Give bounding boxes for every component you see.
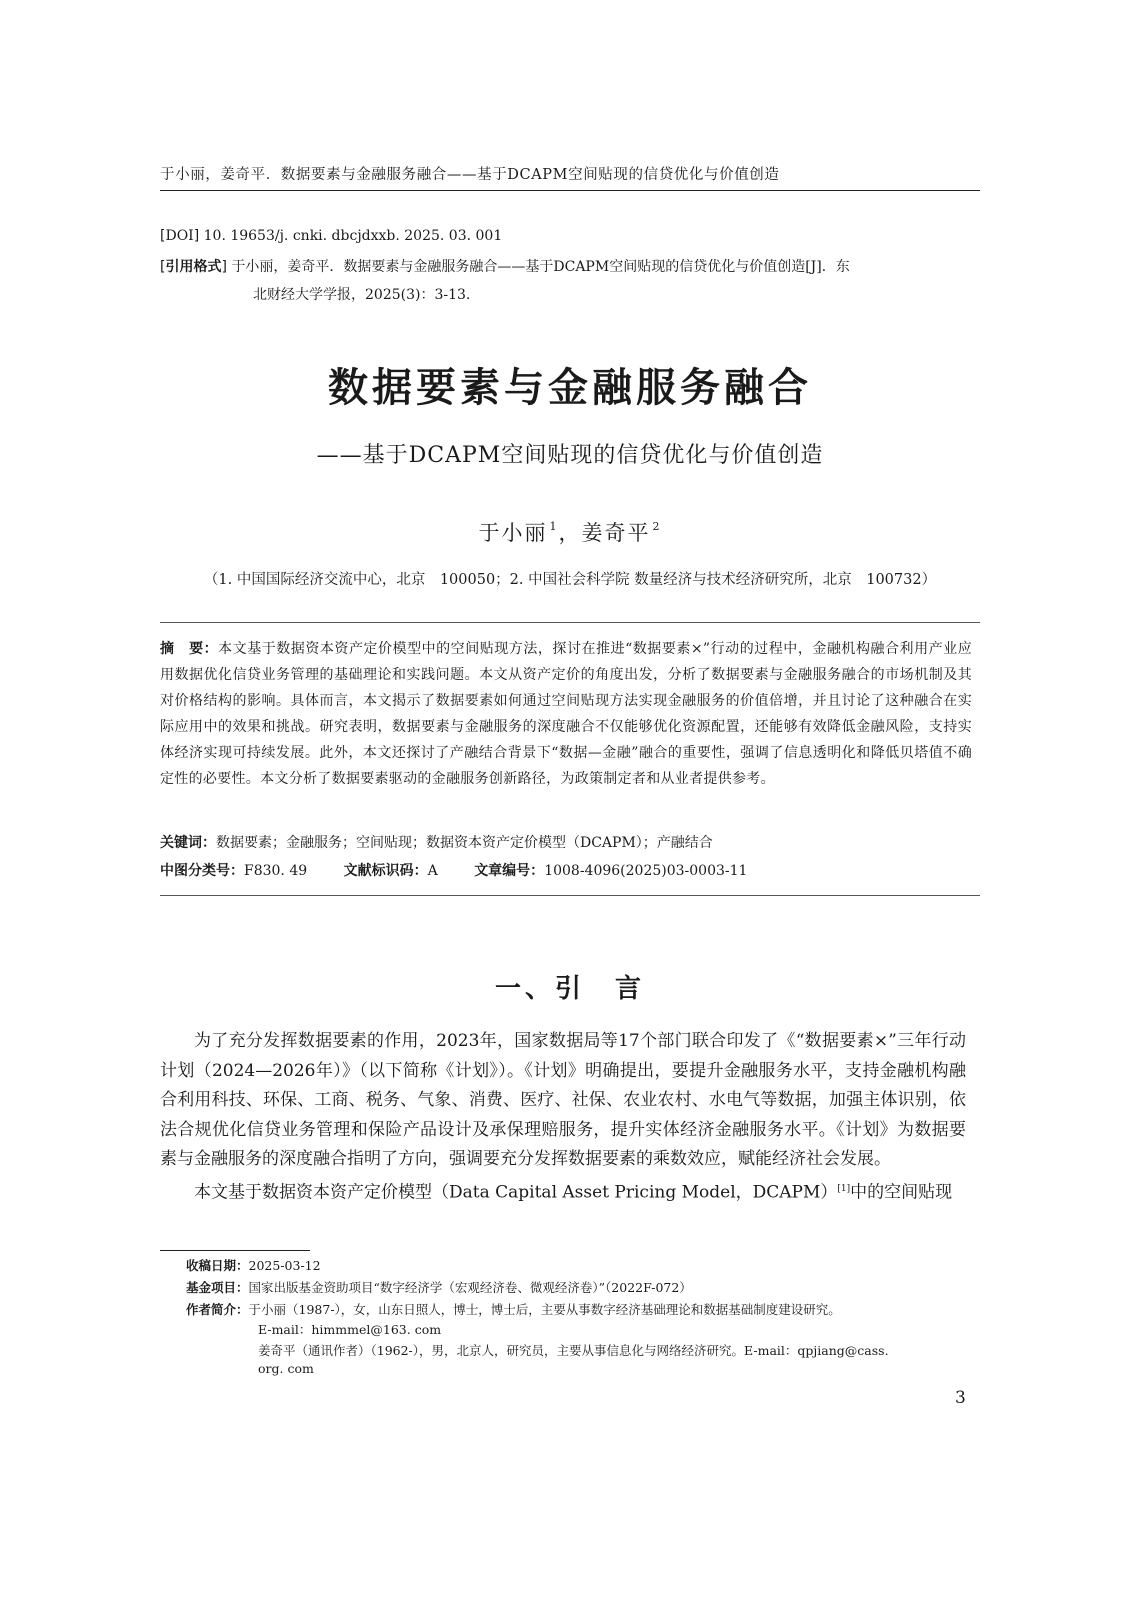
author-bio-label: 作者简介： <box>186 1302 249 1317</box>
received-date: 2025-03-12 <box>248 1258 321 1273</box>
header-rule <box>160 190 980 191</box>
doi-value: 10. 19653/j. cnki. dbcjdxxb. 2025. 03. 001 <box>203 228 503 244</box>
author2-bio-line2: org. com <box>258 1361 314 1376</box>
author-separator: ， <box>558 521 582 545</box>
reference-mark: [1] <box>837 1183 851 1194</box>
body-text <box>160 1027 966 1208</box>
citation-label: 引用格式 <box>165 259 222 275</box>
received-label: 收稿日期： <box>186 1258 249 1273</box>
author2-bio-line1: 姜奇平（通讯作者）（1962-），男，北京人，研究员，主要从事信息化与网络经济研究。E-mail：qpjiang@cass. <box>258 1343 889 1358</box>
article-number-value: 1008-4096(2025)03-0003-11 <box>544 863 748 879</box>
author1-bio-line1: 于小丽（1987-），女，山东日照人，博士，博士后，主要从事数字经济基础理论和数据基础制度建设研究。 <box>248 1302 841 1317</box>
doi-line: [DOI] 10. 19653/j. cnki. dbcjdxxb. 2025. 03. 001 <box>160 228 503 244</box>
doc-code-label: 文献标识码： <box>343 863 428 879</box>
citation-line: [引用格式] 于小丽，姜奇平．数据要素与金融服务融合——基于DCAPM空间贴现的信贷优化与价值创造[J]．东 <box>160 259 850 275</box>
doi-label: DOI <box>165 228 194 244</box>
author-list <box>160 517 980 547</box>
fund-text: 国家出版基金资助项目“数字经济学（宏观经济卷、微观经济卷）”（2022F-072） <box>248 1280 692 1295</box>
affiliation: （1. 中国国际经济交流中心，北京 100050；2. 中国社会科学院 数量经济与技术经济研究所，北京 100732） <box>203 572 937 588</box>
citation-text-line2: 北财经大学学报，2025(3)：3-13. <box>253 287 471 303</box>
footnote-fund <box>186 1278 692 1296</box>
body-paragraph <box>160 1175 966 1208</box>
keywords-label: 关键词： <box>160 835 216 851</box>
body-paragraph: 为了充分发挥数据要素的作用，2023年，国家数据局等17个部门联合印发了《“数据要素×”三年行动计划（2024—2026年）》（以下简称《计划》）。《计划》明确提出，要提升金融服务水平，支持金融机构融合利用科技、环保、工商、税务、气象、消费、医疗、社保、农业农村、水电气等数据，加强主体识别，依法合规优化信贷业务管理和保险产品设计及承保理赔服务，提升实体经济金融服务水平。《计划》为数据要素与金融服务的深度融合指明了方向，强调要充分发挥数据要素的乘数效应，赋能经济社会发展。 <box>160 1031 966 1169</box>
abstract-label: 摘 要： <box>160 641 219 657</box>
footnote-received <box>186 1256 321 1274</box>
abstract <box>160 636 972 792</box>
footnote-author <box>186 1300 841 1318</box>
running-header: 于小丽，姜奇平．数据要素与金融服务融合——基于DCAPM空间贴现的信贷优化与价值创造 <box>160 167 780 183</box>
clc-value: F830. 49 <box>244 863 308 879</box>
abstract-bottom-rule <box>160 895 980 896</box>
clc-label: 中图分类号： <box>160 863 244 879</box>
abstract-top-rule <box>160 622 980 623</box>
body-text-fragment: 中的空间贴现 <box>850 1182 953 1203</box>
keywords-text: 数据要素；金融服务；空间贴现；数据资本资产定价模型（DCAPM）；产融结合 <box>216 835 713 851</box>
body-text-fragment: 本文基于数据资本资产定价模型（Data Capital Asset Pricing Model，DCAPM） <box>194 1182 838 1203</box>
author-name: 姜奇平 <box>581 521 651 545</box>
section-heading: 一、引 言 <box>494 974 645 1004</box>
citation-text-line1: 于小丽，姜奇平．数据要素与金融服务融合——基于DCAPM空间贴现的信贷优化与价值创造[J]．东 <box>231 259 850 275</box>
article-title: 数据要素与金融服务融合 <box>328 364 812 411</box>
fund-label: 基金项目： <box>186 1280 249 1295</box>
doc-code-value: A <box>427 863 438 879</box>
author-affil-mark: 2 <box>652 520 662 533</box>
article-subtitle: ——基于DCAPM空间贴现的信贷优化与价值创造 <box>316 443 824 468</box>
author-affil-mark: 1 <box>549 520 559 533</box>
footnote-rule <box>160 1250 310 1251</box>
page-number: 3 <box>955 1388 966 1408</box>
abstract-text: 本文基于数据资本资产定价模型中的空间贴现方法，探讨在推进“数据要素×”行动的过程中，金融机构融合利用产业应用数据优化信贷业务管理的基础理论和实践问题。本文从资产定价的角度出发，分析了数据要素与金融服务融合的市场机制及其对价格结构的影响。具体而言，本文揭示了数据要素如何通过空间贴现方法实现金融服务的价值倍增，并且讨论了这种融合在实际应用中的效果和挑战。研究表明，数据要素与金融服务的深度融合不仅能够优化资源配置，还能够有效降低金融风险，支持实体经济实现可持续发展。此外，本文还探讨了产融结合背景下“数据—金融”融合的重要性，强调了信息透明化和降低贝塔值不确定性的必要性。本文分析了数据要素驱动的金融服务创新路径，为政策制定者和从业者提供参考。 <box>160 641 972 787</box>
classification-line <box>160 860 747 880</box>
keywords <box>160 832 713 852</box>
author1-bio-line2: E-mail：himmmel@163. com <box>258 1322 442 1337</box>
article-number-label: 文章编号： <box>474 863 545 879</box>
author-name: 于小丽 <box>478 521 548 545</box>
